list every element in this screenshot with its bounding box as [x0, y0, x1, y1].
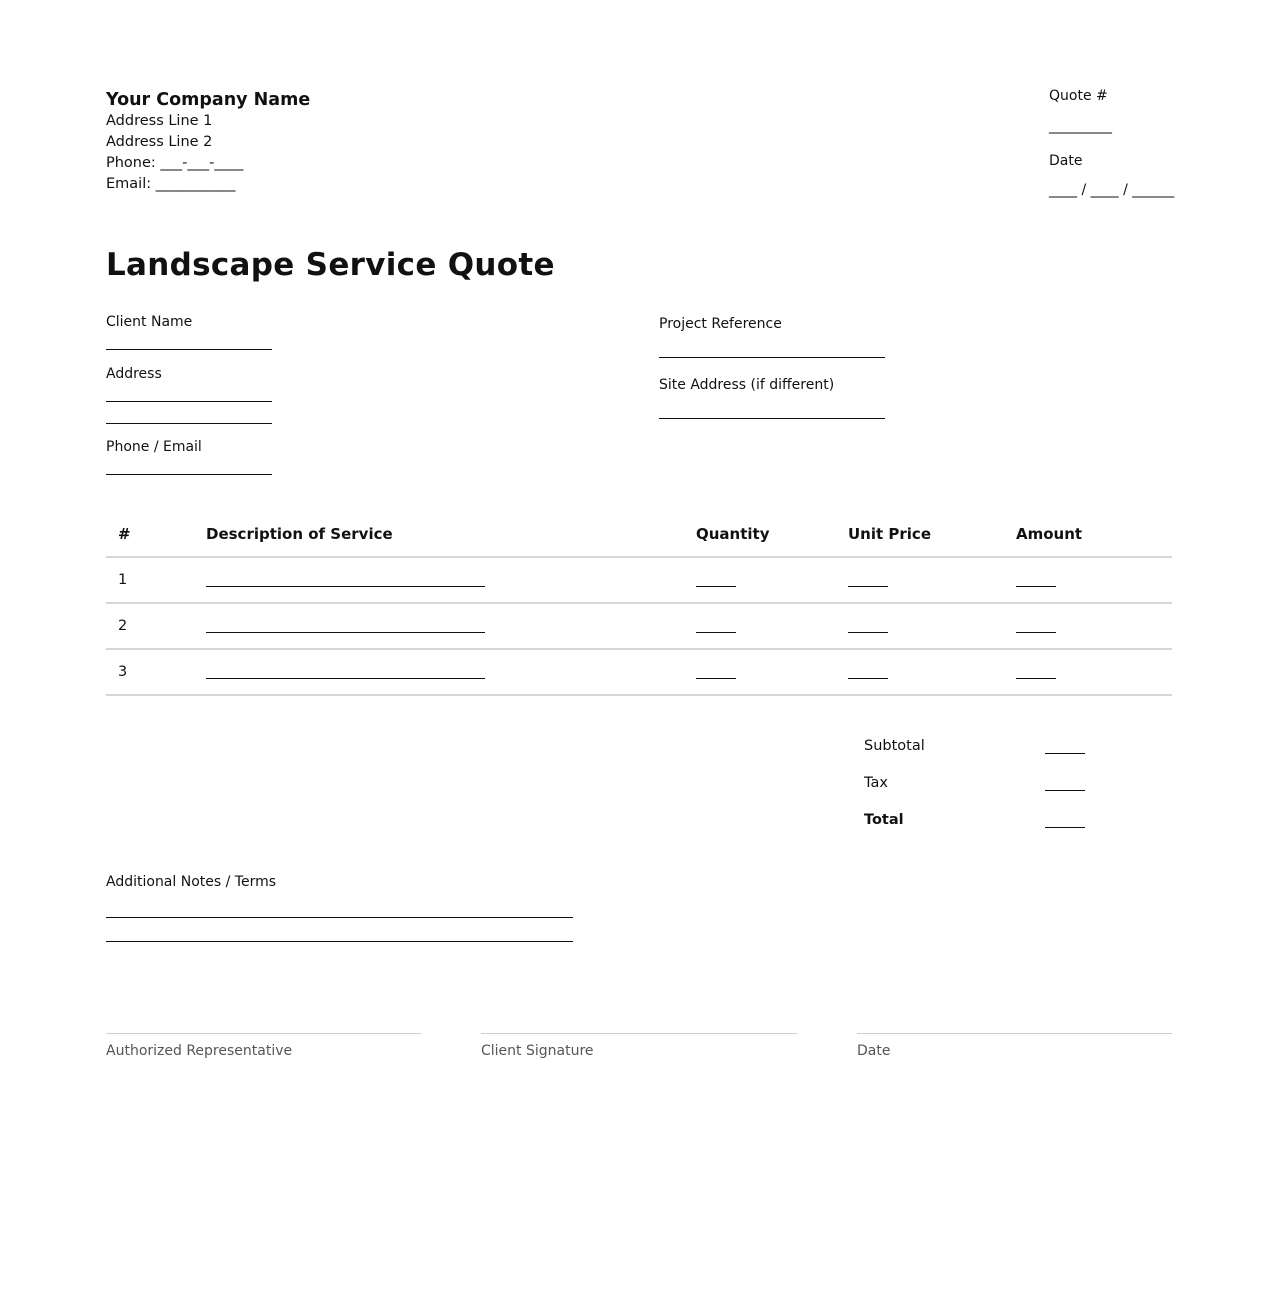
amount-field[interactable]	[1016, 586, 1056, 587]
client-phone-email-label: Phone / Email	[106, 439, 202, 455]
notes-field-1[interactable]	[106, 917, 573, 918]
client-name-field[interactable]	[106, 349, 272, 350]
project-reference-label: Project Reference	[659, 316, 782, 332]
amount-field[interactable]	[1016, 678, 1056, 679]
company-address-line-1: Address Line 1	[106, 113, 213, 129]
row-divider	[106, 602, 1172, 604]
unit-price-field[interactable]	[848, 586, 888, 587]
project-reference-field[interactable]	[659, 357, 885, 358]
subtotal-label: Subtotal	[864, 738, 925, 754]
site-address-label: Site Address (if different)	[659, 377, 835, 393]
col-header-description: Description of Service	[206, 525, 393, 543]
client-signature-label: Client Signature	[481, 1043, 594, 1059]
company-block	[106, 89, 310, 195]
col-header-unit-price: Unit Price	[848, 525, 931, 543]
description-field[interactable]	[206, 586, 485, 587]
authorized-signature-label: Authorized Representative	[106, 1043, 293, 1059]
company-address-line-2: Address Line 2	[106, 134, 213, 150]
site-address-field[interactable]	[659, 418, 885, 419]
client-address-field-2[interactable]	[106, 423, 272, 424]
quantity-field[interactable]	[696, 678, 736, 679]
notes-field-2[interactable]	[106, 941, 573, 942]
client-name-label: Client Name	[106, 314, 193, 330]
tax-field[interactable]	[1045, 790, 1085, 791]
total-label: Total	[864, 812, 904, 828]
notes-label: Additional Notes / Terms	[106, 874, 277, 890]
description-field[interactable]	[206, 632, 485, 633]
unit-price-field[interactable]	[848, 632, 888, 633]
table-header-divider	[106, 556, 1172, 558]
client-signature-line[interactable]	[481, 1033, 797, 1034]
amount-field[interactable]	[1016, 632, 1056, 633]
signature-date-label: Date	[857, 1043, 891, 1059]
authorized-signature-line[interactable]	[106, 1033, 421, 1034]
unit-price-field[interactable]	[848, 678, 888, 679]
quote-number-field[interactable]: _________	[1049, 118, 1112, 134]
signature-date-line[interactable]	[857, 1033, 1172, 1034]
col-header-amount: Amount	[1016, 525, 1083, 543]
quantity-field[interactable]	[696, 632, 736, 633]
row-divider	[106, 694, 1172, 696]
row-number: 1	[118, 572, 128, 588]
row-number: 3	[118, 664, 128, 680]
company-phone: Phone: ___-___-____	[106, 155, 244, 171]
client-address-label: Address	[106, 366, 162, 382]
company-email: Email: ___________	[106, 176, 236, 192]
row-divider	[106, 648, 1172, 650]
client-address-field-1[interactable]	[106, 401, 272, 402]
subtotal-field[interactable]	[1045, 753, 1085, 754]
tax-label: Tax	[864, 775, 888, 791]
description-field[interactable]	[206, 678, 485, 679]
total-field[interactable]	[1045, 827, 1085, 828]
date-label: Date	[1049, 153, 1083, 169]
page-title: Landscape Service Quote	[106, 247, 555, 283]
row-number: 2	[118, 618, 128, 634]
quote-number-label: Quote #	[1049, 88, 1108, 104]
date-field[interactable]: ____ / ____ / ______	[1049, 182, 1175, 198]
col-header-quantity: Quantity	[696, 525, 770, 543]
col-header-number: #	[118, 525, 131, 543]
company-name: Your Company Name	[106, 90, 311, 110]
client-phone-email-field[interactable]	[106, 474, 272, 475]
quantity-field[interactable]	[696, 586, 736, 587]
